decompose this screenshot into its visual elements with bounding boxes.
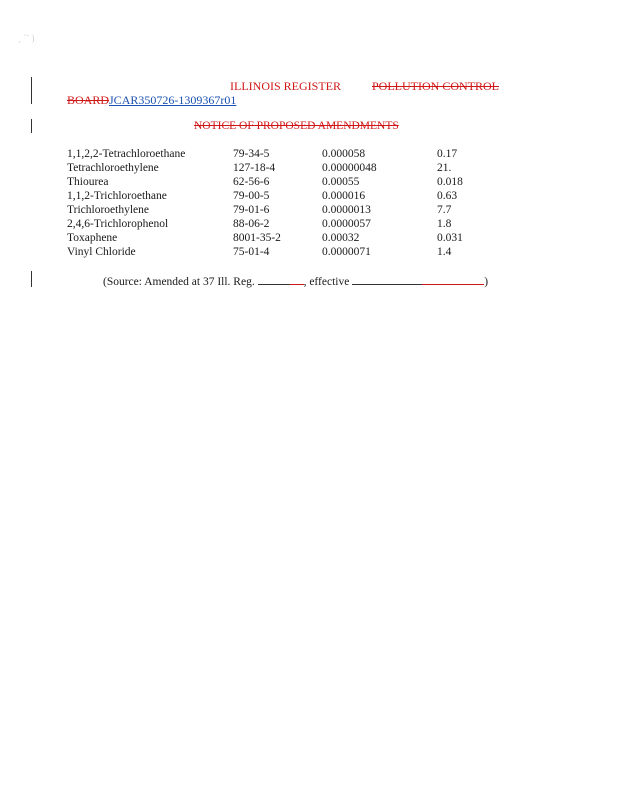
effective-date-blank — [352, 273, 422, 285]
chemical-name: Thiourea — [67, 176, 109, 188]
jcar-code-link[interactable]: JCAR350726-1309367r01 — [109, 93, 237, 107]
cas-number: 127-18-4 — [233, 162, 276, 174]
value-2: 0.018 — [437, 176, 463, 188]
source-prefix: (Source: Amended at 37 Ill. Reg. — [103, 276, 255, 288]
deleted-blank — [290, 278, 304, 285]
notice-heading: NOTICE OF PROPOSED AMENDMENTS — [194, 120, 399, 132]
change-bar-source — [31, 271, 32, 287]
source-note — [103, 273, 488, 288]
value-2: 0.63 — [437, 190, 458, 202]
scan-mark: ¸ ´ˉ ) — [18, 33, 35, 43]
cas-number: 75-01-4 — [233, 246, 270, 258]
deleted-board-text: BOARD — [67, 93, 110, 107]
source-effective: , effective — [303, 276, 350, 288]
source-end: ) — [484, 276, 489, 288]
header-line-2 — [67, 93, 236, 108]
cas-number: 88-06-2 — [233, 218, 270, 230]
reg-number-blank — [258, 273, 290, 285]
cas-number: 79-34-5 — [233, 148, 270, 160]
register-title: ILLINOIS REGISTER — [230, 79, 341, 93]
change-bar-header — [31, 77, 32, 104]
value-1: 0.00055 — [322, 176, 360, 188]
value-2: 1.8 — [437, 218, 452, 230]
chemical-name: 1,1,2,2-Tetrachloroethane — [67, 148, 186, 160]
cas-number: 62-56-6 — [233, 176, 270, 188]
value-1: 0.00032 — [322, 232, 360, 244]
value-2: 0.031 — [437, 232, 463, 244]
chemical-name: 2,4,6-Trichlorophenol — [67, 218, 169, 230]
cas-number: 79-00-5 — [233, 190, 270, 202]
change-bar-notice — [31, 119, 32, 133]
chemical-name: 1,1,2-Trichloroethane — [67, 190, 167, 202]
deleted-date-blank — [422, 278, 484, 285]
chemical-name: Tetrachloroethylene — [67, 162, 159, 174]
chemical-name: Trichloroethylene — [67, 204, 149, 216]
value-1: 0.00000048 — [322, 162, 377, 174]
value-1: 0.000058 — [322, 148, 366, 160]
cas-number: 79-01-6 — [233, 204, 270, 216]
value-2: 0.17 — [437, 148, 458, 160]
value-1: 0.0000071 — [322, 246, 371, 258]
value-1: 0.000016 — [322, 190, 366, 202]
cas-number: 8001-35-2 — [233, 232, 281, 244]
chemical-name: Toxaphene — [67, 232, 118, 244]
value-1: 0.0000057 — [322, 218, 371, 230]
value-1: 0.0000013 — [322, 204, 371, 216]
value-2: 21. — [437, 162, 452, 174]
value-2: 7.7 — [437, 204, 452, 216]
chemical-name: Vinyl Chloride — [67, 246, 136, 258]
deleted-agency-name: POLLUTION CONTROL — [372, 79, 499, 93]
value-2: 1.4 — [437, 246, 452, 258]
